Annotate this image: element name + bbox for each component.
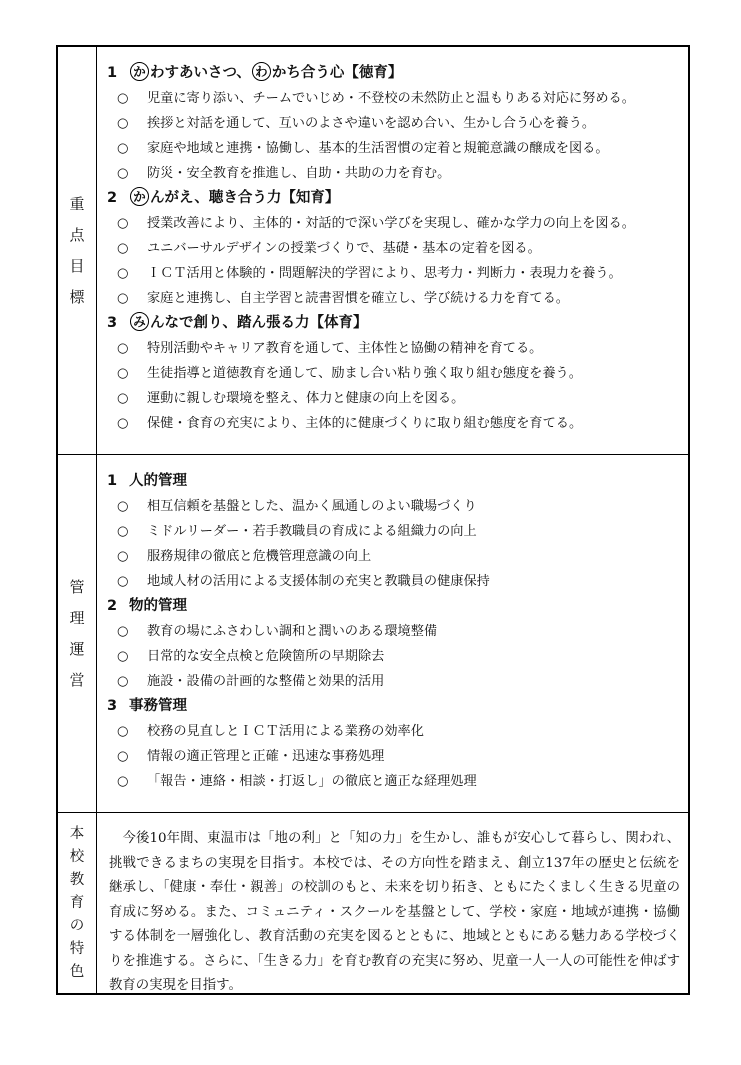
bullet-icon: ○: [117, 366, 129, 381]
list-item: ○ ＩＣＴ活用と体験的・問題解決的学習により、思考力・判断力・表現力を養う。: [107, 261, 682, 286]
group-heading: 3 み んなで創り、踏ん張る力【体育】: [107, 314, 368, 331]
list-item: ○ 服務規律の徹底と危機管理意識の向上: [107, 544, 682, 569]
bullet-icon: ○: [117, 116, 129, 131]
circled-char: か: [130, 187, 149, 206]
bullet-icon: ○: [117, 749, 129, 764]
list-item: ○ 地域人材の活用による支援体制の充実と教職員の健康保持: [107, 569, 682, 594]
section-management: [58, 455, 688, 813]
bullet-icon: ○: [117, 624, 129, 639]
list-item: ○ 家庭や地域と連携・協働し、基本的生活習慣の定着と規範意識の醸成を図る。: [107, 136, 682, 161]
section-content: [97, 813, 688, 993]
bullet-icon: ○: [117, 549, 129, 564]
section-priority-goals: [58, 47, 688, 455]
bullet-icon: ○: [117, 524, 129, 539]
section-school-features: [58, 813, 688, 993]
bullet-icon: ○: [117, 724, 129, 739]
list-item: ○ 特別活動やキャリア教育を通して、主体性と協働の精神を育てる。: [107, 336, 682, 361]
bullet-icon: ○: [117, 241, 129, 256]
circled-char: わ: [252, 62, 271, 81]
bullet-icon: ○: [117, 266, 129, 281]
list-item: ○ 授業改善により、主体的・対話的で深い学びを実現し、確かな学力の向上を図る。: [107, 211, 682, 236]
section-label: 重 点 目 標: [58, 47, 97, 454]
list-item: ○ 家庭と連携し、自主学習と読書習慣を確立し、学び続ける力を育てる。: [107, 286, 682, 311]
circled-char: み: [130, 312, 149, 331]
list-item: ○ 施設・設備の計画的な整備と効果的活用: [107, 669, 682, 694]
bullet-icon: ○: [117, 91, 129, 106]
group-heading: 3 事務管理: [107, 698, 187, 714]
bullet-icon: ○: [117, 674, 129, 689]
group-heading: 2 か んがえ、聴き合う力【知育】: [107, 189, 340, 206]
list-item: ○ 日常的な安全点検と危険箇所の早期除去: [107, 644, 682, 669]
section-label: 管 理 運 営: [58, 455, 97, 812]
circled-char: か: [130, 62, 149, 81]
list-item: ○ 児童に寄り添い、チームでいじめ・不登校の未然防止と温もりある対応に努める。: [107, 86, 682, 111]
bullet-icon: ○: [117, 216, 129, 231]
bullet-icon: ○: [117, 416, 129, 431]
list-item: ○ ユニバーサルデザインの授業づくりで、基礎・基本の定着を図る。: [107, 236, 682, 261]
bullet-icon: ○: [117, 141, 129, 156]
section-label: 本 校 教 育 の 特 色: [58, 813, 97, 993]
list-item: ○ 運動に親しむ環境を整え、体力と健康の向上を図る。: [107, 386, 682, 411]
list-item: ○ 情報の適正管理と正確・迅速な事務処理: [107, 744, 682, 769]
list-item: ○ 教育の場にふさわしい調和と潤いのある環境整備: [107, 619, 682, 644]
plan-table: [56, 45, 690, 995]
feature-paragraph: 今後10年間、東温市は「地の利」と「知の力」を生かし、誰もが安心して暮らし、関われ、挑戦できるまちの実現を目指す。本校では、その方向性を踏まえ、創立137年の歴史と伝統を継承し、「健康・奉仕・親善」の校訓のもと、未来を切り拓き、ともにたくましく生きる児童の育成に努める。また、コミュニティ・スクールを基盤として、学校・家庭・地域が連携・協働する体制を一層強化し、教育活動の充実を図るとともに、地域とともにある魅力ある学校づくりを推進する。さらに、「生きる力」を育む教育の充実に努め、児童一人一人の可能性を伸ばす教育の実現を目指す。: [109, 831, 680, 993]
bullet-icon: ○: [117, 499, 129, 514]
group-heading: 2 物的管理: [107, 598, 187, 614]
list-item: ○ ミドルリーダー・若手教職員の育成による組織力の向上: [107, 519, 682, 544]
list-item: ○ 校務の見直しとＩＣＴ活用による業務の効率化: [107, 719, 682, 744]
list-item: ○ 挨拶と対話を通して、互いのよさや違いを認め合い、生かし合う心を養う。: [107, 111, 682, 136]
group-heading: 1 人的管理: [107, 473, 187, 489]
section-content: [97, 47, 688, 454]
list-item: ○ 生徒指導と道徳教育を通して、励まし合い粘り強く取り組む態度を養う。: [107, 361, 682, 386]
bullet-icon: ○: [117, 391, 129, 406]
bullet-icon: ○: [117, 774, 129, 789]
list-item: ○ 相互信頼を基盤とした、温かく風通しのよい職場づくり: [107, 494, 682, 519]
list-item: ○ 防災・安全教育を推進し、自助・共助の力を育む。: [107, 161, 682, 186]
bullet-icon: ○: [117, 166, 129, 181]
bullet-icon: ○: [117, 291, 129, 306]
bullet-icon: ○: [117, 649, 129, 664]
list-item: ○ 保健・食育の充実により、主体的に健康づくりに取り組む態度を育てる。: [107, 411, 682, 436]
group-heading: 1 か わすあいさつ、 わ かち合う心【徳育】: [107, 64, 403, 81]
list-item: ○ 「報告・連絡・相談・打返し」の徹底と適正な経理処理: [107, 769, 682, 794]
bullet-icon: ○: [117, 341, 129, 356]
bullet-icon: ○: [117, 574, 129, 589]
section-content: [97, 455, 688, 812]
